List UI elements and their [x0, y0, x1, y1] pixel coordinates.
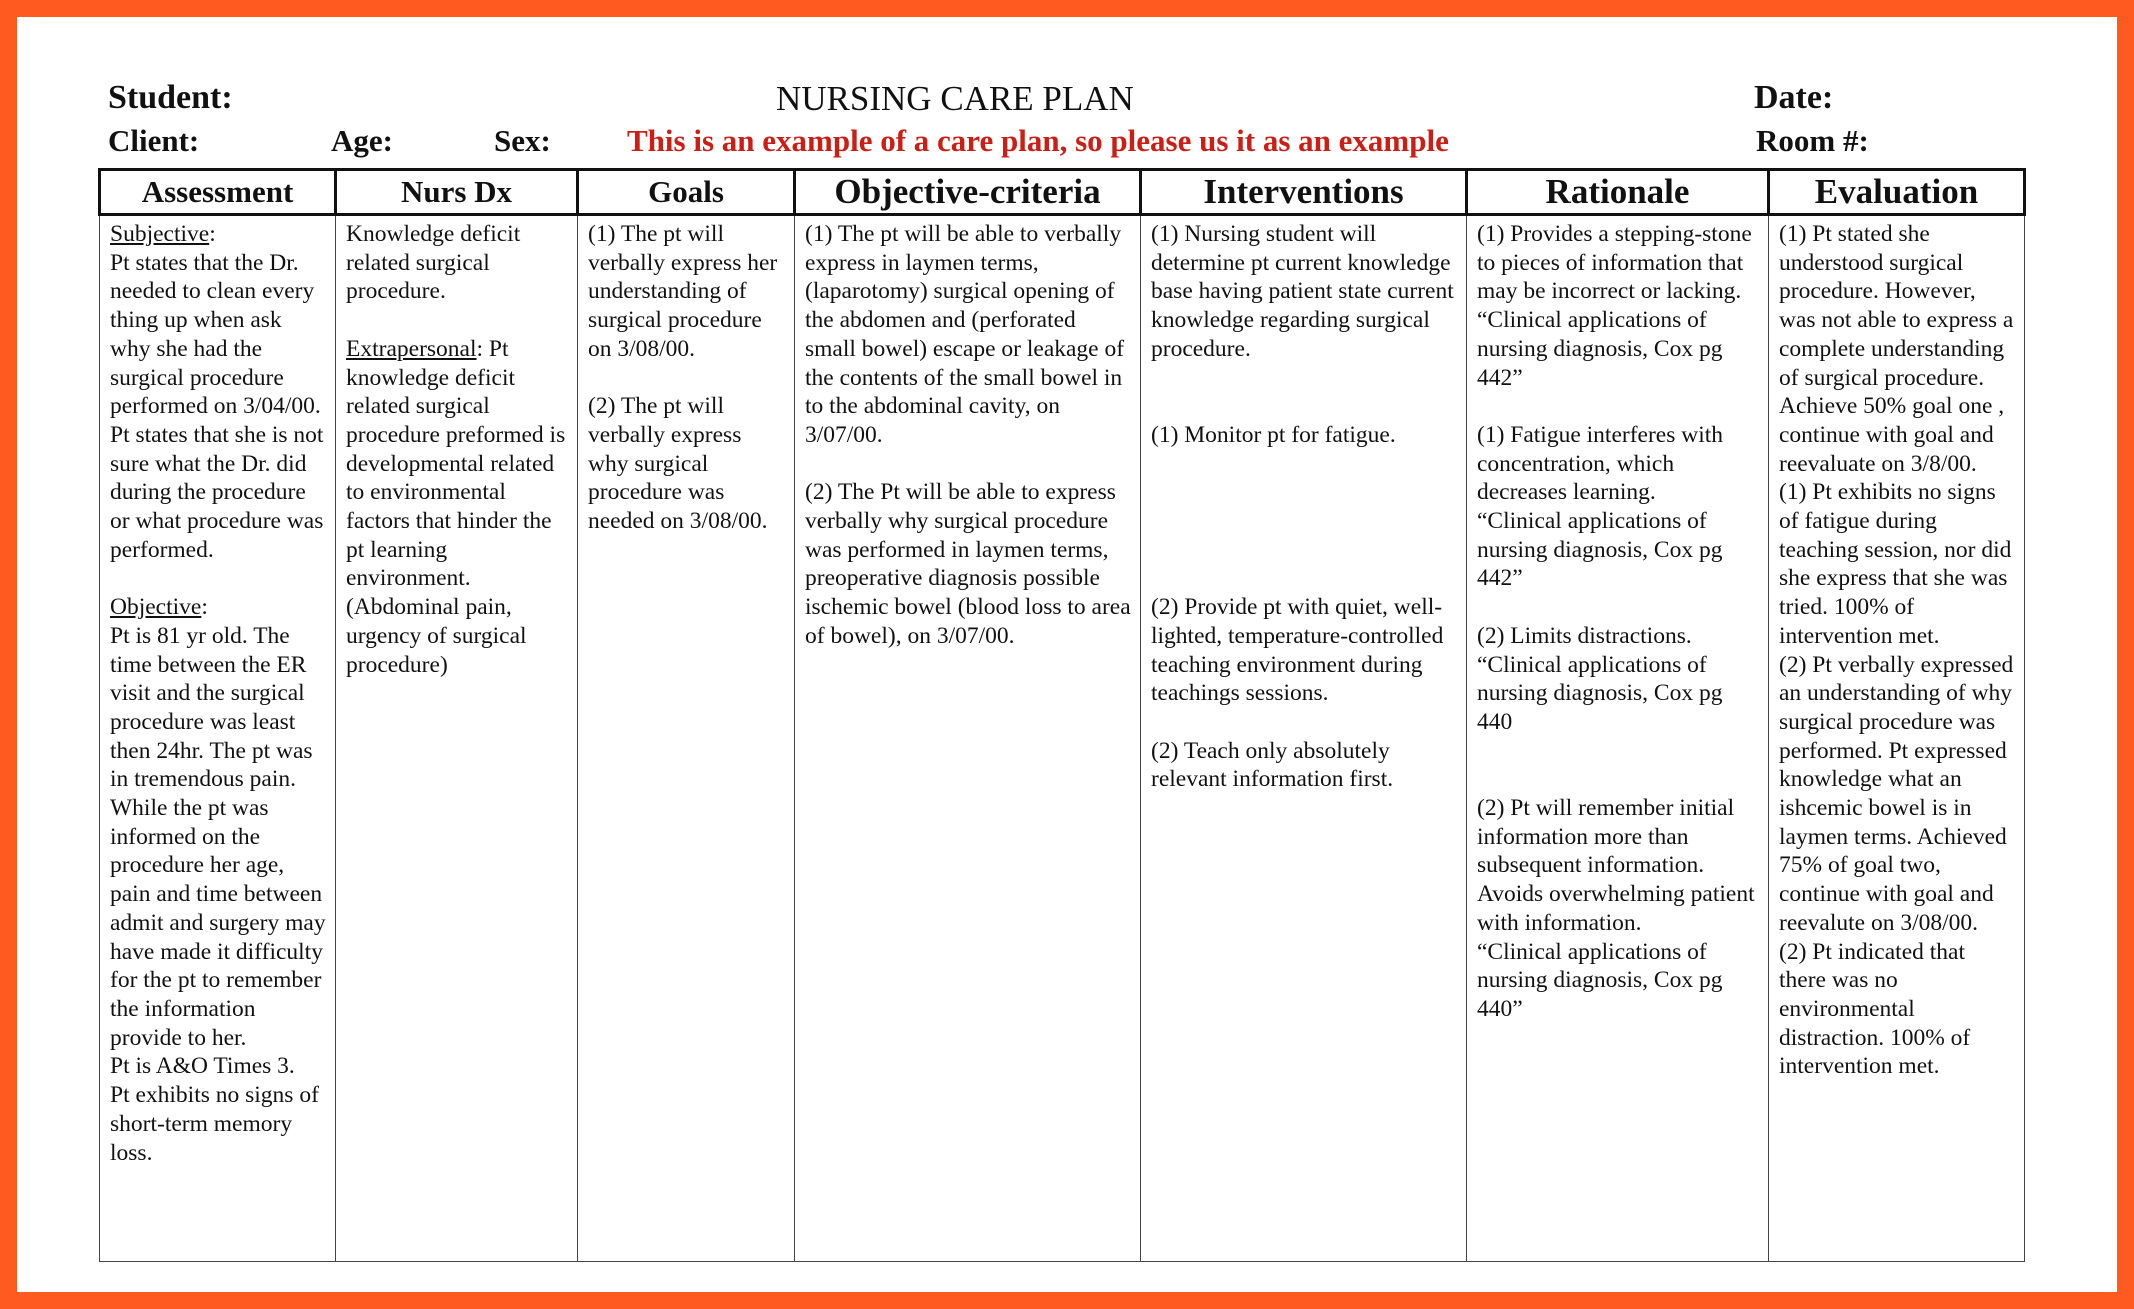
- subjective-label: Subjective: [110, 221, 210, 247]
- column-header-objective-criteria: Objective-criteria: [795, 170, 1141, 215]
- table-header-row: [100, 170, 2025, 215]
- header-row-1: [98, 65, 2023, 118]
- subjective-text: : Pt states that the Dr. needed to clean every thing up when ask why she had the surgical procedure performed on 3/04/00. Pt states that she is not sure what the Dr. did during the procedure or what procedure was performed.: [110, 221, 324, 563]
- objective-text: : Pt is 81 yr old. The time between the ER visit and the surgical procedure was least then 24hr. The pt was in tremendous pain. While the pt was informed on the procedure her age, pain and time between admit and surgery may have made it difficulty for the pt to remember the information provide to her. Pt is A&O Times 3. Pt exhibits no signs of short-term memory loss.: [110, 594, 326, 1166]
- student-label: Student:: [108, 79, 233, 116]
- sex-label: Sex:: [494, 123, 551, 158]
- column-header-assessment: Assessment: [100, 170, 336, 215]
- column-header-nurs-dx: Nurs Dx: [336, 170, 578, 215]
- column-header-rationale: Rationale: [1467, 170, 1769, 215]
- column-header-goals: Goals: [578, 170, 795, 215]
- extrapersonal-label: Extrapersonal: [346, 335, 477, 362]
- cell-interventions: (1) Nursing student will determine pt current knowledge base having patient state current knowledge regarding surgical procedure. (1) Monitor pt for fatigue. (2) Provide pt with quiet, well-lighted, temperature-controlled teaching environment during teachings sessions. (2) Teach only absolutely relevant information first.: [1141, 215, 1467, 1262]
- cell-nurs-dx: [336, 215, 578, 1262]
- cell-evaluation: (1) Pt stated she understood surgical procedure. However, was not able to express a complete understanding of surgical procedure. Achieve 50% goal one , continue with goal and reevaluate on 3/8/00. (1) Pt exhibits no signs of fatigue during teaching session, nor did she express that she was tried. 100% of intervention met. (2) Pt verbally expressed an understanding of why surgical procedure was performed. Pt expressed knowledge what an ishcemic bowel is in laymen terms. Achieved 75% of goal two, continue with goal and reevalute on 3/08/00. (2) Pt indicated that there was no environmental distraction. 100% of intervention met.: [1769, 215, 2025, 1262]
- care-plan-sheet: [98, 65, 2023, 1166]
- nursdx-text-1: Knowledge deficit related surgical procedure.: [346, 221, 521, 305]
- header-row-2: [98, 111, 2023, 157]
- cell-objective-criteria: (1) The pt will be able to verbally express in laymen terms, (laparotomy) surgical opening of the abdomen and (perforated small bowel) escape or leakage of the contents of the small bowel in to the abdominal cavity, on 3/07/00. (2) The Pt will be able to express verbally why surgical procedure was performed in laymen terms, preoperative diagnosis possible ischemic bowel (blood loss to area of bowel), on 3/07/00.: [795, 215, 1141, 1262]
- objective-label: Objective: [110, 594, 202, 621]
- page-title: NURSING CARE PLAN: [776, 79, 1134, 118]
- column-header-evaluation: Evaluation: [1769, 170, 2025, 215]
- nursdx-text-2: : Pt knowledge deficit related surgical procedure preformed is developmental related to environmental factors that hinder the pt learning environment. (Abdominal pain, urgency of surgical procedure): [346, 335, 572, 678]
- age-label: Age:: [331, 123, 393, 158]
- cell-assessment: [100, 215, 336, 1262]
- care-plan-table: [98, 168, 2026, 1262]
- date-label: Date:: [1754, 79, 1834, 116]
- cell-rationale: (1) Provides a stepping-stone to pieces of information that may be incorrect or lacking. “Clinical applications of nursing diagnosis, Cox pg 442” (1) Fatigue interferes with concentration, which decreases learning. “Clinical applications of nursing diagnosis, Cox pg 442” (2) Limits distractions. “Clinical applications of nursing diagnosis, Cox pg 440 (2) Pt will remember initial information more than subsequent information. Avoids overwhelming patient with information. “Clinical applications of nursing diagnosis, Cox pg 440”: [1467, 215, 1769, 1262]
- room-label: Room #:: [1756, 123, 1869, 158]
- client-label: Client:: [108, 123, 200, 158]
- column-header-interventions: Interventions: [1141, 170, 1467, 215]
- cell-goals: (1) The pt will verbally express her understanding of surgical procedure on 3/08/00. (2) The pt will verbally express why surgical procedure was needed on 3/08/00.: [578, 215, 795, 1262]
- example-note: This is an example of a care plan, so please us it as an example: [627, 123, 1449, 158]
- table-row: [100, 215, 2025, 1262]
